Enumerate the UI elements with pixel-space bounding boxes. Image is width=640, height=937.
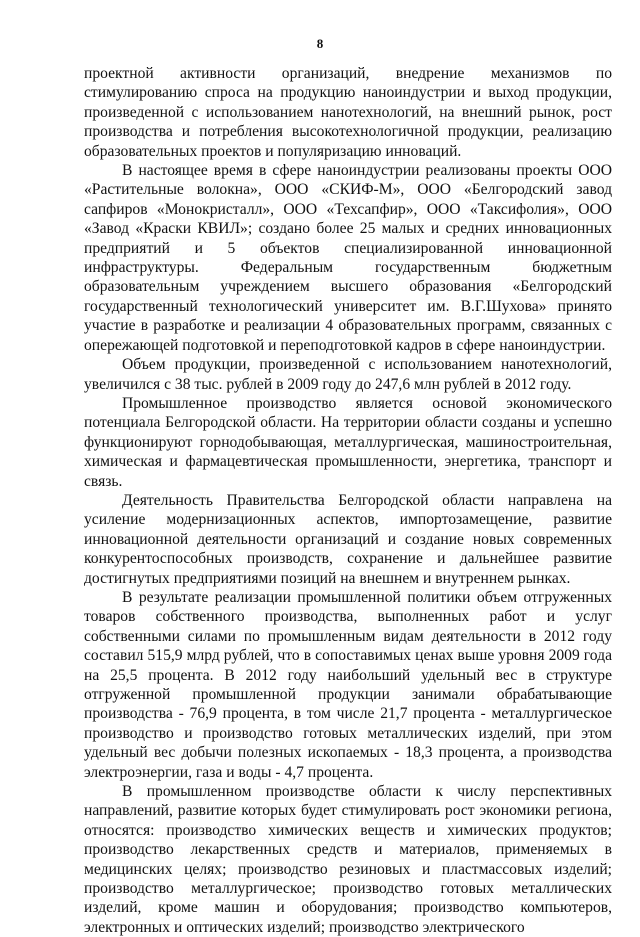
paragraph-industrial-base: Промышленное производство является основой экономического потенциала Белгородской области. На территории области созданы и успешно функционируют горнодобывающая, металлургическая, машиностроительная, химическая и фармацевтическая промышленности, энергетика, транспорт и связь. [84,394,612,490]
body-text [84,64,612,937]
paragraph-continuation: проектной активности организаций, внедрение механизмов по стимулированию спроса на продукцию наноиндустрии и выход продукции, произведенной с использованием нанотехнологий, на внешний рынок, рост производства и потребления высокотехнологичной продукции, реализацию образовательных проектов и популяризацию инноваций. [84,65,612,160]
paragraph-nanoindustry-projects: В настоящее время в сфере наноиндустрии реализованы проекты ООО «Растительные волокна», ООО «СКИФ-М», ООО «Белгородский завод сапфиров «Монокристалл», ООО «Техсапфир», ООО «Таксифолия», ООО «Завод «Краски КВИЛ»; создано более 25 малых и средних инновационных предприятий и 5 объектов специализированной инновационной инфраструктуры. Федеральным государственным бюджетным образовательным учреждением высшего образования «Белгородский государственный технологический университет им. В.Г.Шухова» принято участие в разработке и реализации 4 образовательных программ, связанных с опережающей подготовкой и переподготовкой кадров в сфере наноиндустрии. [84,162,612,354]
page-number: 8 [316,36,324,51]
paragraph-prospective-directions: В промышленном производстве области к числу перспективных направлений, развитие которых будет стимулировать рост экономики региона, относятся: производство химических веществ и химических продуктов; производство лекарственных средств и материалов, применяемых в медицинских целях; производство резиновых и пластмассовых изделий; производство металлургическое; производство готовых металлических изделий, кроме машин и оборудования; производство компьютеров, электронных и оптических изделий; производство электрического [84,783,612,936]
paragraph-nanotech-output: Объем продукции, произведенной с использованием нанотехнологий, увеличился с 38 тыс. рублей в 2009 году до 247,6 млн рублей в 2012 году. [84,356,612,393]
paragraph-industrial-results: В результате реализации промышленной политики объем отгруженных товаров собственного производства, выполненных работ и услуг собственными силами по промышленным видам деятельности в 2012 году составил 515,9 млрд рублей, что в сопоставимых ценах выше уровня 2009 года на 25,5 процента. В 2012 году наибольший удельный вес в структуре отгруженной промышленной продукции занимали обрабатывающие производства - 76,9 процента, в том числе 21,7 процента - металлургическое производство и производство готовых металлических изделий, при этом удельный вес добычи полезных ископаемых - 18,3 процента, а производства электроэнергии, газа и воды - 4,7 процента. [84,588,612,781]
paragraph-government-activity: Деятельность Правительства Белгородской области направлена на усиление модернизационных аспектов, импортозамещение, развитие инновационной деятельности организаций и создание новых современных конкурентоспособных производств, сохранение и дальнейшее развитие достигнутых предприятиями позиций на внешнем и внутреннем рынках. [84,491,612,587]
